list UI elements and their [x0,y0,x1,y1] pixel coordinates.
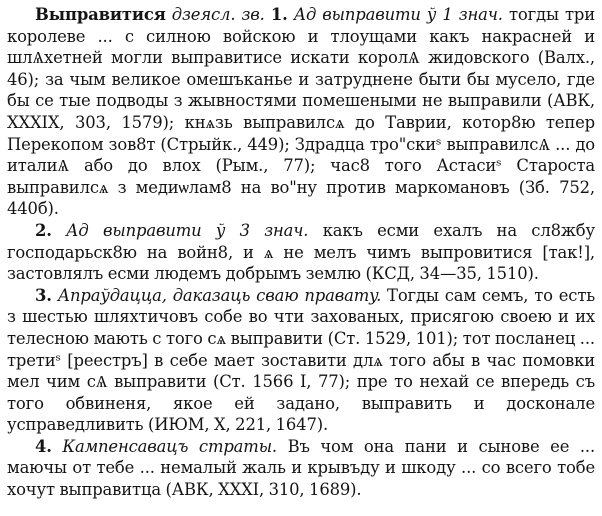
sense-citations: Тогды сам семъ, то есть з шестью шляхтичовъ собе во чти захованых, присягою своею и их телесною мають с того сѧ выправити (Ст. 1529, 101); тот посланец ... третиˢ [реестръ] в себе мает зоставити длѧ того абы в час помовки мел чим сѦ выправити (Ст. 1566 I, 77); пре то нехай се впередь съ того обвиненя, якое ей задано, выправить и досконале усправедливить (ИЮМ, X, 221, 1647). [7,285,596,435]
sense-citations: какъ есми ехалъ на сл8жбу господарьск8ю на войн8, и ѧ не мелъ чимъ выпровитися [так!], застовлялъ есми людемъ добрымъ землю (КСД, 34—35, 1510). [7,220,595,284]
sense-number: 3. [35,285,52,305]
grammar-label: дзеясл. зв. [171,5,265,24]
sense-definition: Кампенсавацъ страты. [62,436,277,456]
sense-number: 2. [35,220,52,240]
sense-citations: Въ чом она пани и сынове ее ... маючы от тебе ... немалый жаль и крывъду и шкоду ... со всего тобе хочут выправитца (АВК, XXXI, 310, 1689). [7,436,596,500]
entry-sense-2 [7,220,595,285]
headword: Выправитися [35,5,166,24]
entry-sense-1 [7,4,595,220]
sense-number: 1. [270,5,288,24]
sense-citations: тогды три королеве ... с силною войскою и тлоущами какъ накрасней и шлѦхетней могли выправитисе искати королѦ жидовского (Валх., 46); за чым великое омешъканье и затруднене быти бы мусело, где бы се тые подводы з жывностями помешеными не выправили (АВК, XXXIX, 303, 1579); кнѧзь выправилсѧ до Таврии, котор8ю тепер Перекопом зов8т (Стрыйк., 449); Здрадца тро"скиˢ выправилсѦ ... до италиѦ або до влох (Рым., 77); час8 того Астасиˢ Староста выправилсѧ з медиѡлам8 на во"ну против маркомановъ (Зб. 752, 440б). [7,5,595,219]
entry-sense-4 [7,436,595,501]
sense-definition: Ад выправити ў 1 знач. [293,5,503,24]
sense-definition: Апраўдацца, даказаць сваю праваmy. [57,285,382,305]
sense-definition: Ад выправити ў 3 знач. [66,220,309,240]
sense-number: 4. [35,436,52,456]
entry-sense-3 [7,285,595,436]
